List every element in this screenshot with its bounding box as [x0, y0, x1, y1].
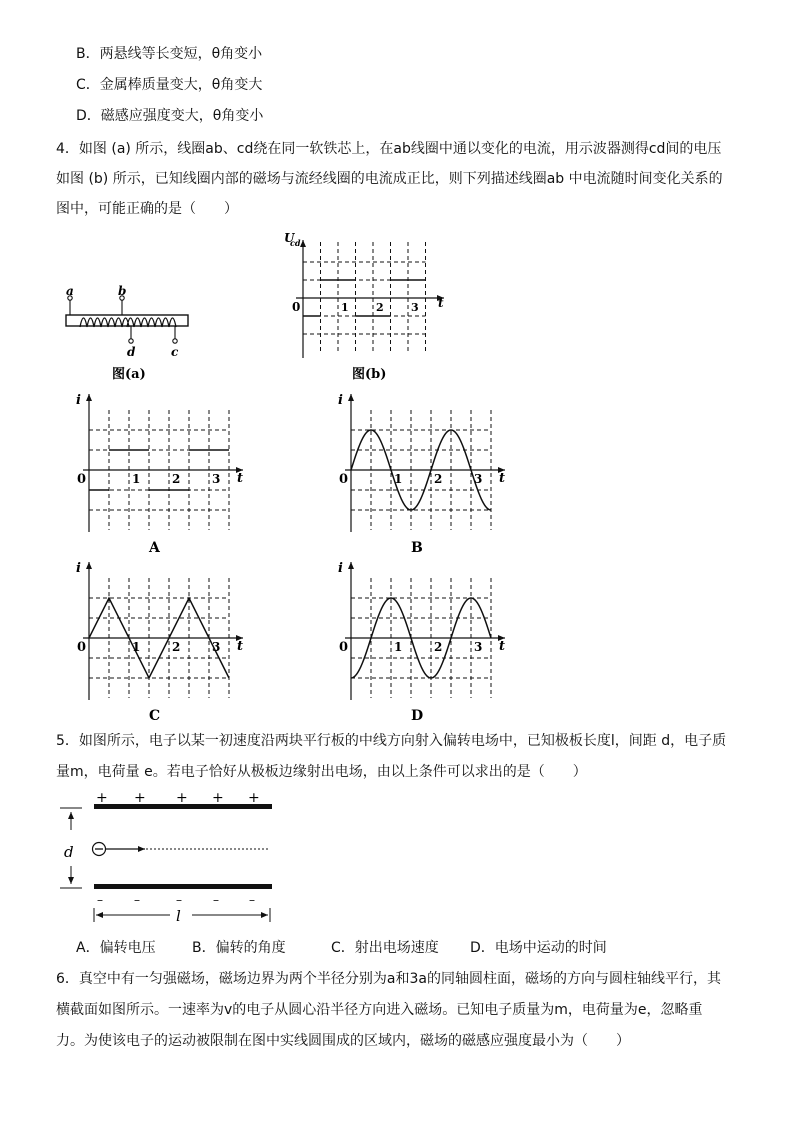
tick-label: 3 [212, 472, 221, 486]
coil-figure-a [66, 284, 188, 382]
q5-option-a: A．偏转电压 [76, 940, 156, 956]
bottom-plate [94, 884, 272, 889]
q6-stem-line-1: 6．真空中有一匀强磁场，磁场边界为两个半径分别为a和3a的同轴圆柱面，磁场的方向与圆柱轴线平行，其 [56, 971, 721, 987]
q5-option-d: D．电场中运动的时间 [470, 940, 607, 956]
terminal-d [129, 339, 133, 343]
q4-stem-line-2: 如图 (b) 所示，已知线圈内部的磁场与流经线圈的电流成正比，则下列描述线圈ab 中电流随时间变化关系的 [56, 171, 723, 187]
y-label: i [76, 561, 81, 576]
origin-label: 0 [339, 472, 349, 487]
q3-option-d: D．磁感应强度变大，θ角变小 [76, 108, 264, 124]
y-sub-b: cd [290, 238, 301, 248]
plus-sign: + [212, 790, 224, 806]
origin-label: 0 [339, 640, 349, 655]
tick-label: 1 [132, 472, 141, 486]
plus-sign: + [96, 790, 108, 806]
minus-sign: – [249, 893, 255, 907]
origin-label: 0 [77, 472, 87, 487]
plus-sign: + [134, 790, 146, 806]
x-label: t [237, 639, 244, 654]
y-label: i [338, 561, 343, 576]
q5-option-b: B．偏转的角度 [192, 940, 286, 956]
minus-sign: – [97, 893, 103, 907]
x-label: t [499, 639, 506, 654]
y-label: i [338, 393, 343, 408]
tick-label: 2 [172, 472, 181, 486]
option-a-graph [76, 393, 243, 556]
option-label: D [411, 708, 424, 724]
q4-stem-line-3: 图中，可能正确的是（ ） [56, 201, 238, 217]
x-label: t [499, 471, 506, 486]
tick-label: 1 [132, 640, 141, 654]
caption-fig-b: 图(b) [352, 367, 387, 382]
tick-label: 2 [434, 472, 443, 486]
q3-option-b: B．两悬线等长变短，θ角变小 [76, 46, 263, 62]
tick-label: 3 [474, 472, 483, 486]
tick-label: 2 [172, 640, 181, 654]
minus-sign: – [213, 893, 219, 907]
parallel-plates-figure [60, 790, 272, 925]
l-label: l [176, 907, 181, 925]
tick-label: 2 [434, 640, 443, 654]
option-label: B [411, 540, 423, 556]
q6-stem-line-2: 横截面如图所示。一速率为v的电子从圆心沿半径方向进入磁场。已知电子质量为m，电荷量为e，忽略重 [56, 1002, 703, 1018]
tick-label: 3 [474, 640, 483, 654]
q5-stem-line-2: 量m，电荷量 e。若电子恰好从极板边缘射出电场，由以上条件可以求出的是（ ） [56, 764, 587, 780]
caption-fig-a: 图(a) [112, 367, 146, 382]
y-label-b: U [284, 231, 295, 245]
label-d: d [127, 345, 136, 359]
label-a: a [66, 284, 74, 298]
option-c-graph [76, 561, 243, 724]
tick-3-b: 3 [411, 301, 419, 314]
plus-sign: + [176, 790, 188, 806]
terminal-c [173, 339, 177, 343]
label-b: b [118, 284, 127, 298]
q3-option-c: C．金属棒质量变大，θ角变大 [76, 77, 263, 93]
tick-2-b: 2 [376, 301, 384, 314]
origin-b: 0 [292, 300, 301, 314]
tick-label: 1 [394, 640, 403, 654]
x-label: t [237, 471, 244, 486]
y-label: i [76, 393, 81, 408]
q5-stem-line-1: 5．如图所示，电子以某一初速度沿两块平行板的中线方向射入偏转电场中，已知极板长度l，间距 d，电子质 [56, 733, 727, 749]
d-label: d [64, 843, 74, 861]
origin-label: 0 [77, 640, 87, 655]
q5-option-c: C．射出电场速度 [331, 940, 439, 956]
option-label: A [149, 540, 160, 556]
q4-stem-line-1: 4．如图 (a) 所示，线圈ab、cd绕在同一软铁芯上，在ab线圈中通以变化的电流，用示波器测得cd间的电压 [56, 141, 722, 157]
tick-label: 3 [212, 640, 221, 654]
option-b-graph [338, 393, 505, 556]
voltage-graph-b [284, 231, 444, 382]
tick-label: 1 [394, 472, 403, 486]
minus-sign: – [176, 893, 182, 907]
minus-sign: – [134, 893, 140, 907]
q6-stem-line-3: 力。为使该电子的运动被限制在图中实线圆围成的区域内，磁场的磁感应强度最小为（ ） [56, 1033, 630, 1049]
tick-1-b: 1 [341, 301, 349, 314]
x-label-b: t [438, 296, 444, 310]
plus-sign: + [248, 790, 260, 806]
option-d-graph [338, 561, 505, 724]
label-c: c [171, 345, 179, 359]
option-label: C [149, 708, 161, 724]
